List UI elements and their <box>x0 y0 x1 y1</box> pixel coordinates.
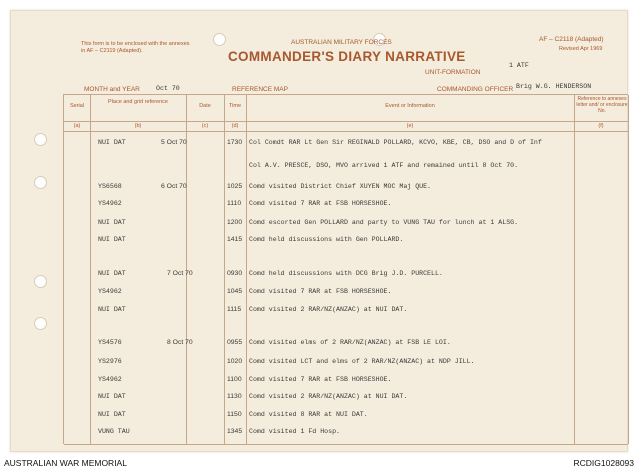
punch-hole <box>34 275 47 288</box>
place-cell: VUNG TAU <box>98 428 130 435</box>
time-cell: 1415 <box>227 236 243 243</box>
enclosure-note: This form is to be enclosed with the annexes in AF – C2119 (Adapted). <box>81 41 190 54</box>
form-number: AF – C2118 (Adapted) <box>539 36 604 43</box>
column-header-event: Event or Information <box>385 103 435 109</box>
place-cell: NUI DAT <box>98 393 126 400</box>
place-cell: NUI DAT <box>98 270 126 277</box>
time-cell: 1025 <box>227 183 243 190</box>
column-header-time: Time <box>228 103 242 109</box>
place-cell: NUI DAT <box>98 139 126 146</box>
time-cell: 1045 <box>227 288 243 295</box>
event-cell: Comd visited 2 RAR/NZ(ANZAC) at NUI DAT. <box>249 306 408 313</box>
date-cell: 6 Oct 70 <box>161 183 187 190</box>
event-cell: Comd visited LCT and elms of 2 RAR/NZ(ANZAC) at NDP JILL. <box>249 358 475 365</box>
column-header-date: Date <box>199 103 211 109</box>
time-cell: 1110 <box>227 200 242 207</box>
event-cell: Comd visited elms of 2 RAR/NZ(ANZAC) at FSB LE LOI. <box>249 339 451 346</box>
date-cell: 8 Oct 70 <box>167 339 193 346</box>
time-cell: 1730 <box>227 139 243 146</box>
event-cell: Comd held discussions with DCG Brig J.D. PURCELL. <box>249 270 443 277</box>
month-year-value: Oct 70 <box>156 85 180 92</box>
column-letter-b: (b) <box>134 123 142 129</box>
punch-hole <box>34 133 47 146</box>
column-header-serial: Serial <box>69 103 85 109</box>
event-cell: Comd visited 2 RAR/NZ(ANZAC) at NUI DAT. <box>249 393 408 400</box>
event-cell: Comd visited 8 RAR at NUI DAT. <box>249 411 368 418</box>
document-id: RCDIG1028093 <box>573 458 634 468</box>
column-letter-c: (c) <box>201 123 209 129</box>
month-year-label: MONTH and YEAR <box>84 86 140 93</box>
page-title: COMMANDER'S DIARY NARRATIVE <box>228 49 466 64</box>
place-cell: NUI DAT <box>98 411 126 418</box>
place-cell: NUI DAT <box>98 236 126 243</box>
military-forces-heading: AUSTRALIAN MILITARY FORCES <box>291 39 392 46</box>
event-cell: Comd held discussions with Gen POLLARD. <box>249 236 404 243</box>
place-cell: NUI DAT <box>98 219 126 226</box>
commanding-officer-label: COMMANDING OFFICER <box>437 86 514 93</box>
time-cell: 0955 <box>227 339 243 346</box>
time-cell: 1150 <box>227 411 242 418</box>
commanding-officer-value: Brig W.G. HENDERSON <box>516 83 592 90</box>
column-letter-e: (e) <box>406 123 414 129</box>
time-cell: 1345 <box>227 428 243 435</box>
time-cell: 1100 <box>227 376 242 383</box>
date-cell: 5 Oct 70 <box>161 139 187 146</box>
punch-hole <box>34 176 47 189</box>
event-cell: Comd escorted Gen POLLARD and party to VUNG TAU for lunch at 1 ALSG. <box>249 219 519 226</box>
punch-hole <box>213 33 226 46</box>
place-cell: YS2976 <box>98 358 122 365</box>
unit-formation-label: UNIT-FORMATION <box>425 69 481 76</box>
event-cell: Comd visited 7 RAR at FSB HORSESHOE. <box>249 200 392 207</box>
time-cell: 1020 <box>227 358 243 365</box>
place-cell: YS4576 <box>98 339 122 346</box>
time-cell: 1200 <box>227 219 243 226</box>
time-cell: 1115 <box>227 306 242 313</box>
place-cell: NUI DAT <box>98 306 126 313</box>
punch-hole <box>34 317 47 330</box>
event-cell: Comd visited 7 RAR at FSB HORSESHOE. <box>249 376 392 383</box>
date-cell: 7 Oct 70 <box>167 270 193 277</box>
place-cell: YS4962 <box>98 376 122 383</box>
archive-credit: AUSTRALIAN WAR MEMORIAL <box>4 458 127 468</box>
diary-table <box>63 94 628 444</box>
time-cell: 1130 <box>227 393 242 400</box>
place-cell: YS4962 <box>98 288 122 295</box>
revised-date: Revised Apr 1969 <box>559 46 603 52</box>
event-cell: Col A.V. PRESCE, DSO, MVO arrived 1 ATF and remained until 8 Oct 70. <box>249 162 519 169</box>
diary-sheet <box>10 10 628 452</box>
event-cell: Comd visited 7 RAR at FSB HORSESHOE. <box>249 288 392 295</box>
column-letter-f: (f) <box>598 123 604 129</box>
unit-formation-value: 1 ATF <box>509 62 529 69</box>
time-cell: 0930 <box>227 270 243 277</box>
event-cell: Comd visited District Chief XUYEN MOC Maj QUE. <box>249 183 432 190</box>
place-cell: YS4962 <box>98 200 122 207</box>
column-header-reference: Reference to annexes letter and/ or enclosure No. <box>576 96 628 114</box>
place-cell: YS6568 <box>98 183 122 190</box>
column-letter-a: (a) <box>73 123 81 129</box>
column-letter-d: (d) <box>231 123 239 129</box>
event-cell: Col Comdt RAR Lt Gen Sir REGINALD POLLARD, KCVO, KBE, CB, DSO and D of Inf <box>249 139 542 146</box>
column-header-place: Place and grid reference <box>108 99 168 105</box>
event-cell: Comd visited 1 Fd Hosp. <box>249 428 341 435</box>
reference-map-label: REFERENCE MAP <box>232 86 288 93</box>
